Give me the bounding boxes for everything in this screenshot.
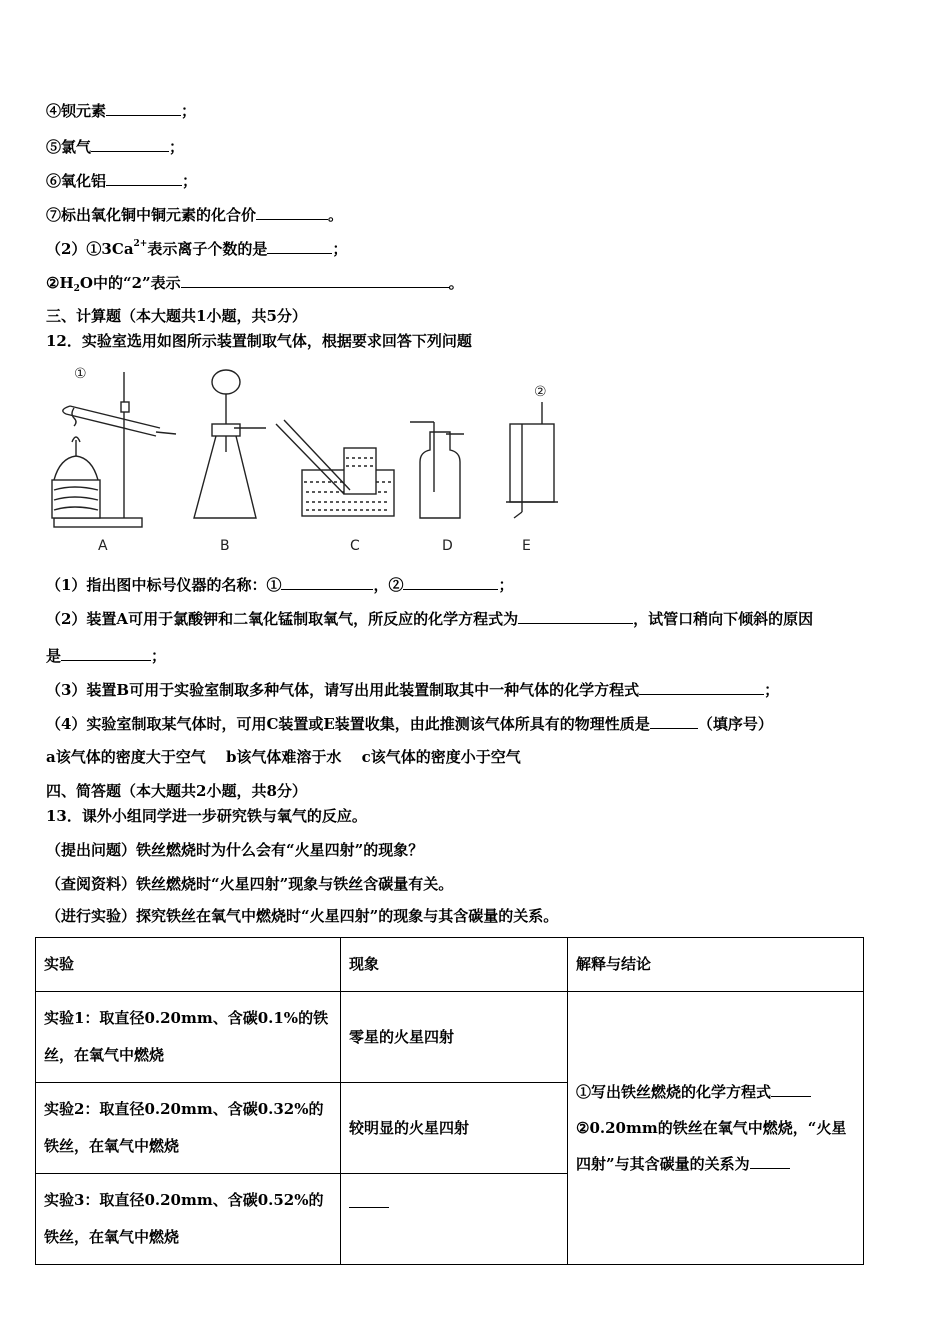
q12-part2: （2）装置A可用于氯酸钾和二氧化锰制取氧气，所反应的化学方程式为 ，试管口稍向下倾斜的原因 bbox=[46, 610, 814, 628]
answer-blank[interactable] bbox=[349, 1192, 389, 1208]
label-b: B bbox=[220, 538, 230, 554]
answer-blank[interactable] bbox=[650, 713, 698, 729]
apparatus-figure bbox=[44, 362, 564, 557]
answer-blank[interactable] bbox=[91, 136, 169, 152]
answer-blank[interactable] bbox=[256, 204, 328, 220]
conclusion-cell: ①写出铁丝燃烧的化学方程式 ②0.20mm的铁丝在氧气中燃烧，“火星四射”与其含碳量的关系为 bbox=[568, 992, 864, 1265]
q13-reference: （查阅资料）铁丝燃烧时“火星四射”现象与铁丝含碳量有关。 bbox=[46, 875, 454, 893]
experiment-cell: 实验2：取直径0.20mm、含碳0.32%的铁丝，在氧气中燃烧 bbox=[36, 1083, 341, 1174]
header-phenomenon: 现象 bbox=[341, 938, 568, 992]
q11-item-chlorine: ⑤氯气 ； bbox=[46, 138, 185, 156]
q12-part3: （3）装置B可用于实验室制取多种气体，请写出用此装置制取其中一种气体的化学方程式 ； bbox=[46, 681, 780, 699]
apparatus-a bbox=[52, 372, 176, 527]
q12-part1: （1）指出图中标号仪器的名称：① ，② ； bbox=[46, 576, 514, 594]
q12-options: a该气体的密度大于空气 b该气体难溶于水 c该气体的密度小于空气 bbox=[46, 748, 521, 766]
apparatus-b bbox=[194, 370, 266, 518]
answer-blank[interactable] bbox=[281, 574, 373, 590]
item-text: ⑦标出氧化铜中铜元素的化合价 bbox=[46, 206, 257, 224]
item-text: ④钡元素 bbox=[46, 102, 107, 120]
apparatus-e bbox=[506, 402, 558, 518]
q11-part2-h2o: $②H_2O$中的“2”表示 。 bbox=[46, 274, 464, 294]
phenomenon-cell: 零星的火星四射 bbox=[341, 992, 568, 1083]
marker-2: ② bbox=[534, 384, 547, 400]
label-a: A bbox=[98, 538, 108, 554]
answer-blank[interactable] bbox=[639, 679, 764, 695]
answer-blank[interactable] bbox=[181, 272, 449, 288]
header-conclusion: 解释与结论 bbox=[568, 938, 864, 992]
answer-blank[interactable] bbox=[771, 1081, 811, 1097]
q12-stem: 12．实验室选用如图所示装置制取气体，根据要求回答下列问题 bbox=[46, 332, 472, 350]
table-row bbox=[36, 992, 864, 1083]
answer-blank[interactable] bbox=[518, 608, 633, 624]
q11-item-alumina: ⑥氧化铝 ； bbox=[46, 172, 198, 190]
apparatus-c bbox=[276, 420, 394, 516]
answer-blank[interactable] bbox=[61, 645, 151, 661]
answer-blank[interactable] bbox=[106, 170, 182, 186]
marker-1: ① bbox=[74, 366, 87, 382]
experiment-table bbox=[35, 937, 864, 1265]
q11-item-copper-valence: ⑦标出氧化铜中铜元素的化合价 。 bbox=[46, 206, 344, 224]
label-e: E bbox=[522, 538, 531, 554]
label-c: C bbox=[350, 538, 360, 554]
answer-blank[interactable] bbox=[106, 100, 181, 116]
phenomenon-cell: 较明显的火星四射 bbox=[341, 1083, 568, 1174]
item-text: ⑥氧化铝 bbox=[46, 172, 107, 190]
apparatus-d bbox=[410, 422, 464, 518]
answer-blank[interactable] bbox=[267, 238, 332, 254]
item-text: ⑤氯气 bbox=[46, 138, 92, 156]
table-header-row bbox=[36, 938, 864, 992]
q13-question: （提出问题）铁丝燃烧时为什么会有“火星四射”的现象？ bbox=[46, 841, 424, 859]
phenomenon-cell bbox=[341, 1174, 568, 1265]
section4-heading: 四、简答题（本大题共2小题，共8分） bbox=[46, 782, 307, 800]
q12-part2-cont: 是 ； bbox=[46, 647, 167, 665]
answer-blank[interactable] bbox=[403, 574, 498, 590]
section3-heading: 三、计算题（本大题共1小题，共5分） bbox=[46, 307, 307, 325]
q13-stem: 13．课外小组同学进一步研究铁与氧气的反应。 bbox=[46, 807, 367, 825]
answer-blank[interactable] bbox=[750, 1153, 790, 1169]
experiment-cell: 实验3：取直径0.20mm、含碳0.52%的铁丝，在氧气中燃烧 bbox=[36, 1174, 341, 1265]
q11-part2-ion-count: $(2)①3Ca^{2+}$表示离子个数的是 ； bbox=[46, 239, 348, 258]
experiment-cell: 实验1：取直径0.20mm、含碳0.1%的铁丝，在氧气中燃烧 bbox=[36, 992, 341, 1083]
q11-item-barium: ④钡元素 ； bbox=[46, 102, 197, 120]
q13-experiment: （进行实验）探究铁丝在氧气中燃烧时“火星四射”的现象与其含碳量的关系。 bbox=[46, 907, 559, 925]
q12-part4: （4）实验室制取某气体时，可用C装置或E装置收集，由此推测该气体所具有的物理性质是 （填序号） bbox=[46, 715, 773, 733]
header-experiment: 实验 bbox=[36, 938, 341, 992]
label-d: D bbox=[442, 538, 453, 554]
